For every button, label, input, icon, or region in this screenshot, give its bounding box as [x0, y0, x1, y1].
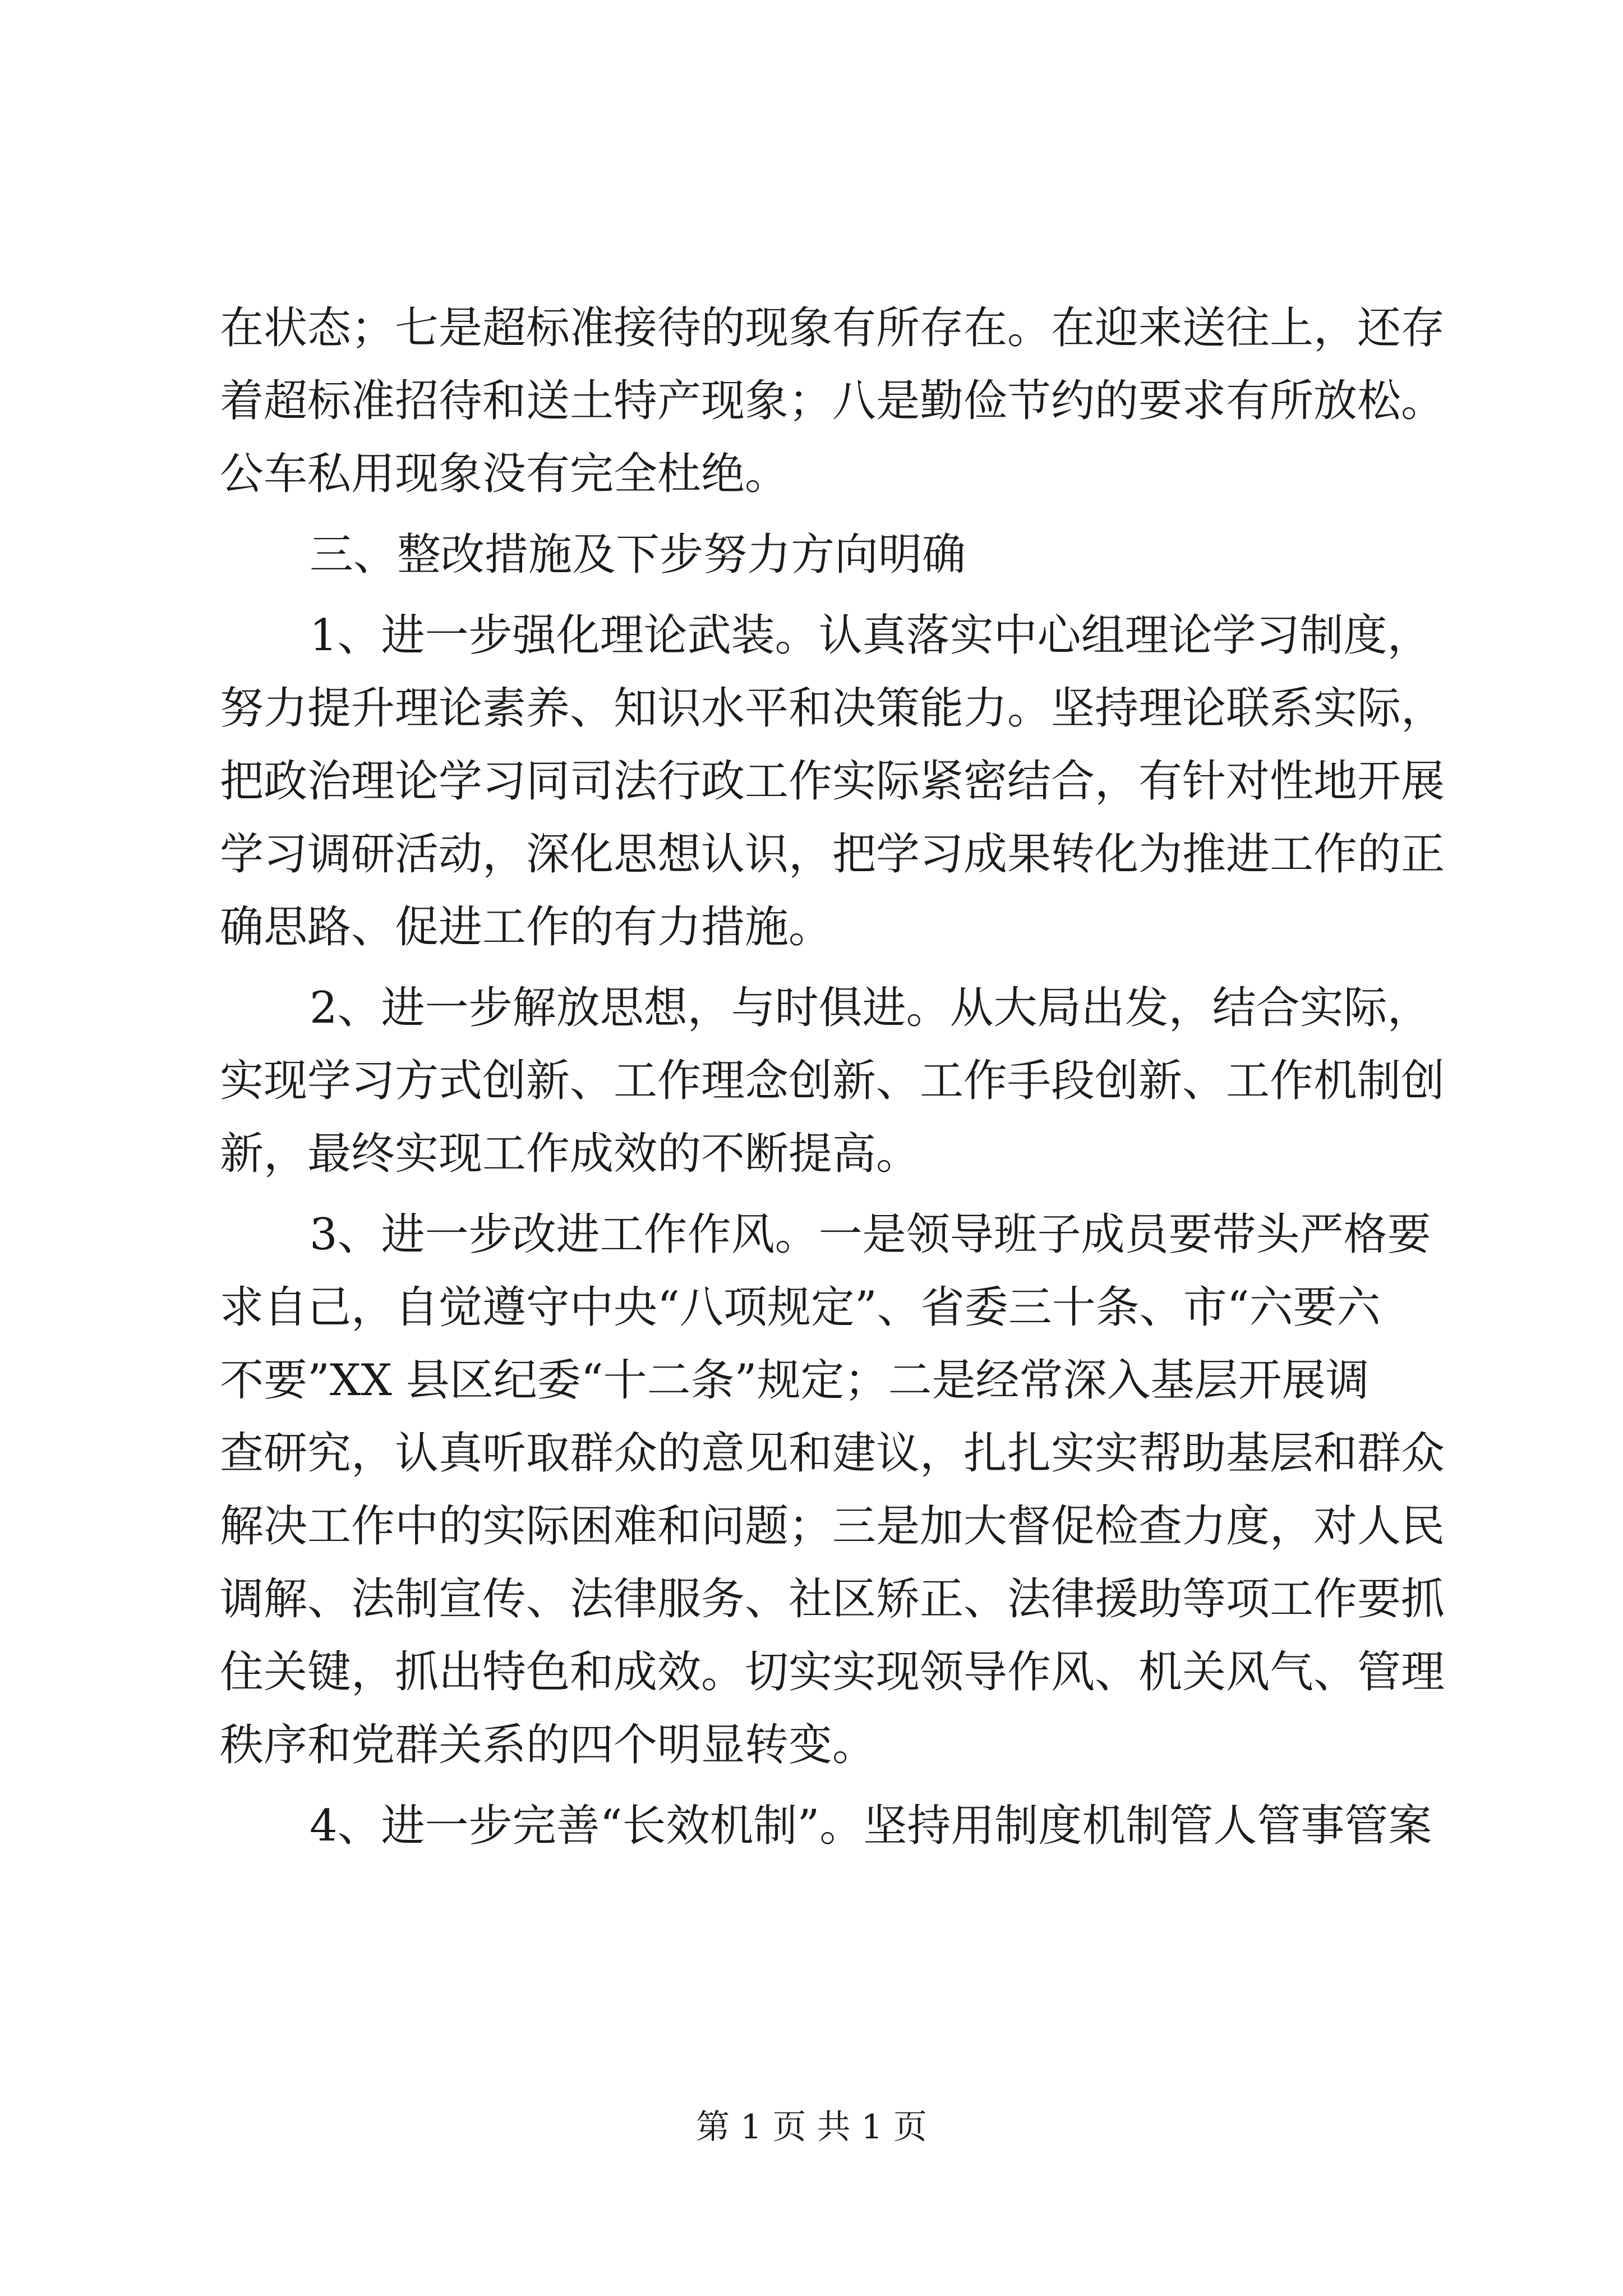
paragraph-first-line: 4、进一步完善“长效机制”。坚持用制度机制管人管事管案: [310, 1801, 1432, 1851]
document-body: [220, 292, 1445, 1862]
body-line: 秩序和党群关系的四个明显转变。: [220, 1720, 877, 1770]
body-line: 公车私用现象没有完全杜绝。: [220, 449, 789, 499]
body-line: 确思路、促进工作的有力措施。: [220, 902, 833, 953]
paragraph-first-line: 3、进一步改进工作作风。一是领导班子成员要带头严格要: [310, 1209, 1431, 1260]
body-line: 解决工作中的实际困难和问题；三是加大督促检查力度，对人民: [220, 1501, 1445, 1552]
body-line: 求自己，自觉遵守中央“八项规定”、省委三十条、市“六要六: [220, 1282, 1381, 1333]
page-footer: 第 1 页 共 1 页: [696, 2108, 927, 2147]
body-line: 学习调研活动，深化思想认识，把学习成果转化为推进工作的正: [220, 829, 1445, 880]
body-line: 努力提升理论素养、知识水平和决策能力。坚持理论联系实际，: [220, 683, 1445, 734]
section-heading: 三、整改措施及下步努力方向明确: [310, 530, 966, 580]
body-line: 查研究，认真听取群众的意见和建议，扎扎实实帮助基层和群众: [220, 1428, 1445, 1479]
body-line: 在状态；七是超标准接待的现象有所存在。在迎来送往上，还存: [220, 303, 1445, 353]
paragraph-first-line: 2、进一步解放思想，与时俱进。从大局出发，结合实际，: [310, 983, 1431, 1033]
body-line: 实现学习方式创新、工作理念创新、工作手段创新、工作机制创: [220, 1056, 1445, 1106]
body-line: 调解、法制宣传、法律服务、社区矫正、法律援助等项工作要抓: [220, 1574, 1445, 1625]
body-line: 不要”XX 县区纪委“十二条”规定；二是经常深入基层开展调: [220, 1355, 1370, 1406]
body-line: 着超标准招待和送土特产现象；八是勤俭节约的要求有所放松。: [220, 376, 1445, 426]
body-line: 新，最终实现工作成效的不断提高。: [220, 1129, 920, 1179]
body-line: 把政治理论学习同司法行政工作实际紧密结合，有针对性地开展: [220, 756, 1445, 807]
body-line: 住关键，抓出特色和成效。切实实现领导作风、机关风气、管理: [220, 1647, 1445, 1697]
paragraph-first-line: 1、进一步强化理论武装。认真落实中心组理论学习制度，: [310, 610, 1431, 661]
